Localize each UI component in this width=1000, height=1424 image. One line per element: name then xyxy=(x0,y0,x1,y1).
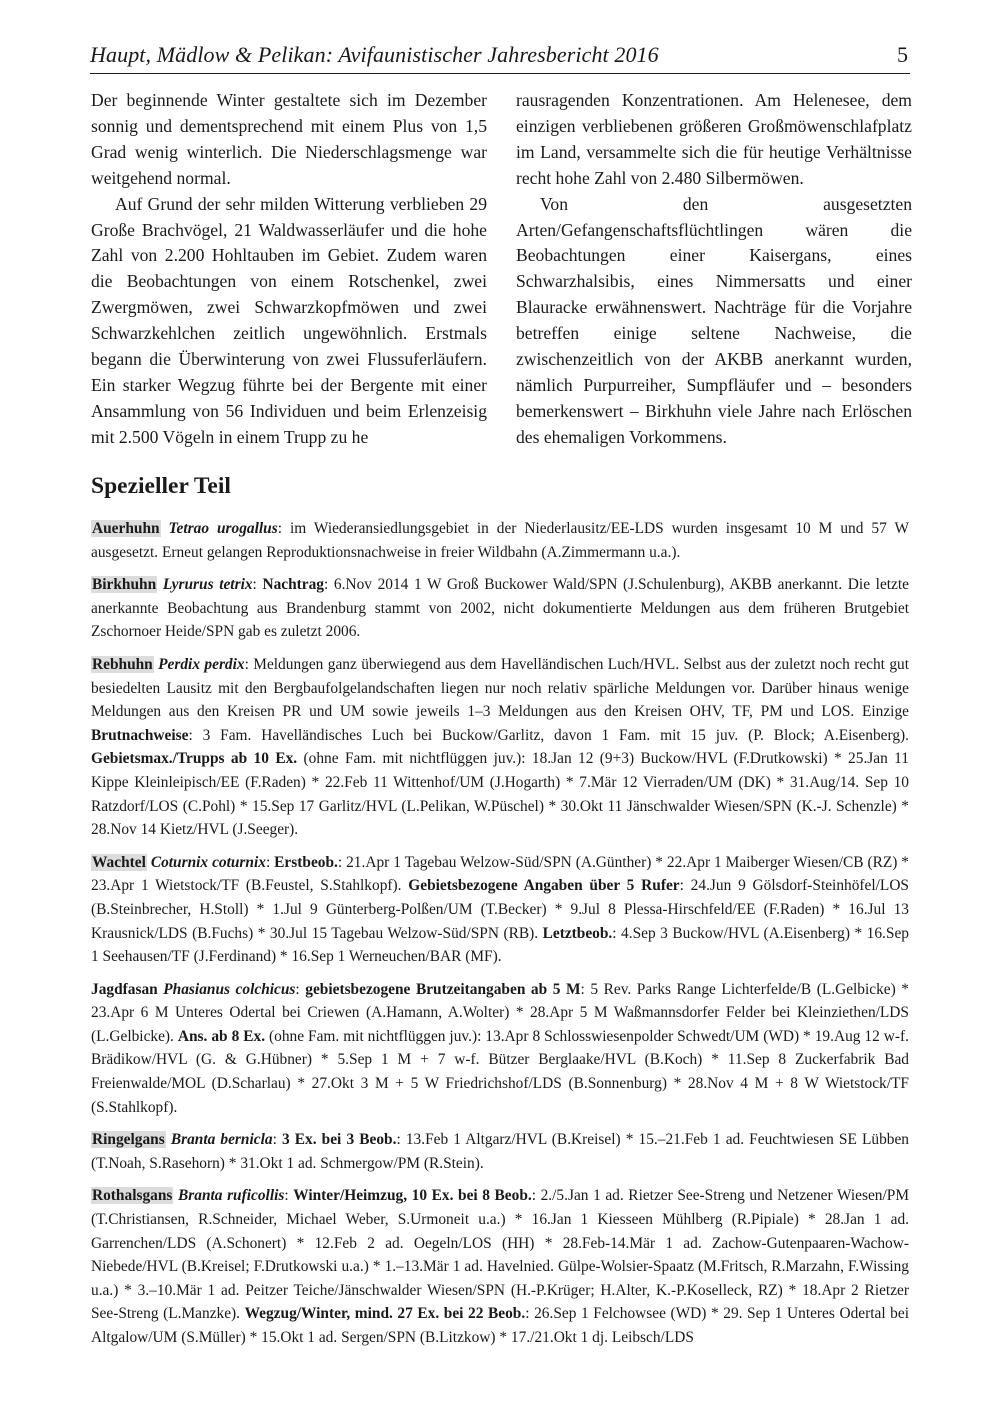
species-entry-auerhuhn xyxy=(91,517,909,564)
species-entry-jagdfasan xyxy=(91,978,909,1120)
subheading: Jagdfasan xyxy=(91,980,158,998)
species-entry-ringelgans xyxy=(91,1128,909,1175)
species-name: Rothalsgans xyxy=(92,1187,173,1205)
species-name: Auerhuhn xyxy=(92,520,160,537)
scientific-name: Branta ruficollis xyxy=(178,1187,285,1205)
subheading: 3 Ex. bei 3 Beob. xyxy=(281,1131,397,1149)
species-entry-rothalsgans xyxy=(91,1184,909,1349)
paragraph-continued: rausragenden Konzentrationen. Am Helenesee, dem einzigen verbliebenen größeren Großmöwenschlafplatz im Land, versammelte sich die für heutige Verhältnisse recht hohe Zahl von 2.480 Silbermöwen. xyxy=(516,90,912,188)
entry-text: : 6.Nov 2014 1 W Groß Buckower Wald/SPN (J.Schulenburg), AKBB anerkannt. Die letzte anerkannte Beobachtung aus Brandenburg stammt von 2002, nicht dokumentierte Meldungen aus dem früheren Brutgebiet Zschornoer Heide/SPN gab es zuletzt 2006. xyxy=(91,576,909,641)
intro-left-column xyxy=(91,88,487,451)
running-header xyxy=(90,40,910,74)
species-name: Ringelgans xyxy=(92,1131,165,1149)
page-number: 5 xyxy=(897,42,908,67)
subheading: Brutnachweise xyxy=(91,726,189,744)
subheading: Erstbeob. xyxy=(274,853,338,871)
entry-text: (ohne Fam. mit nichtflüggen juv.): 18.Jan 12 (9+3) Buckow/HVL (F.Drutkowski) * 25.Jan 11 Kippe Kleinleipisch/EE (F.Raden) * 22.Feb 11 Wittenhof/UM (J.Hogarth) * 7.Mär 12 Vierraden/UM (DK) * 31.Aug/14. Sep 10 Ratzdorf/LOS (C.Pohl) * 15.Sep 17 Garlitz/HVL (L.Pelikan, W.Püschel) * 30.Okt 11 Jänschwalder Wiesen/SPN (K.-J. Schenzle) * 28.Nov 14 Kietz/HVL (J.Seeger). xyxy=(91,750,909,839)
species-name: Rebhuhn xyxy=(92,655,153,673)
subheading: Letztbeob. xyxy=(542,924,613,942)
entry-text: : xyxy=(252,576,263,594)
scientific-name: Perdix perdix xyxy=(158,655,245,673)
entry-text: : 4.Sep 3 Buckow/HVL (A.Eisenberg) * 16.Sep 1 Seehausen/TF (J.Ferdinand) * 16.Sep 1 Werneuchen/BAR (MF). xyxy=(91,924,909,966)
subheading: Ans. ab 8 Ex. xyxy=(177,1027,266,1045)
entry-text xyxy=(161,520,169,537)
entry-text: : 21.Apr 1 Tagebau Welzow-Süd/SPN (A.Günther) * 22.Apr 1 Maiberger Wiesen/CB (RZ) * 23.Apr 1 Wietstock/TF (B.Feustel, S.Stahlkopf). xyxy=(91,853,909,895)
subheading: Wegzug/Winter, mind. 27 Ex. bei 22 Beob. xyxy=(244,1305,526,1323)
entry-text: : 26.Sep 1 Felchowsee (WD) * 29. Sep 1 Unteres Odertal bei Altgalow/UM (S.Müller) * 15.Okt 1 ad. Sergen/SPN (B.Litzkow) * 17./21.Okt 1 dj. Leibsch/LDS xyxy=(91,1305,909,1346)
species-entry-wachtel xyxy=(91,851,909,969)
species-name: Birkhuhn xyxy=(92,576,157,594)
species-name: Wachtel xyxy=(92,853,146,871)
entry-text: : xyxy=(284,1187,294,1205)
subheading: Gebietsmax./Trupps ab 10 Ex. xyxy=(91,750,298,768)
entry-text: (ohne Fam. mit nichtflüggen juv.): 13.Apr 8 Schlosswiesenpolder Schwedt/UM (WD) * 19.Aug 12 w-f. Brädikow/HVL (G. & G.Hübner) * 5.Sep 1 M + 7 w-f. Bützer Berglaake/HVL (B.Koch) * 11.Sep 8 Zuckerfabrik Bad Freienwalde/MOL (D.Scharlau) * 27.Okt 3 M + 5 W Friedrichshof/LDS (B.Sonnenburg) * 28.Nov 4 M + 8 W Wietstock/TF (S.Stahlkopf). xyxy=(91,1027,909,1116)
intro-right-column xyxy=(516,88,912,451)
entry-text: : 5 Rev. Parks Range Lichterfelde/B (L.Gelbicke) * 23.Apr 6 M Unteres Odertal bei Criewen (A.Hamann, A.Wolter) * 28.Apr 5 M Waßmannsdorfer Felder bei Kleinziethen/LDS (L.Gelbicke). xyxy=(91,980,910,1045)
entry-text: : 2./5.Jan 1 ad. Rietzer See-Streng und Netzener Wiesen/PM (T.Christiansen, R.Schneider, Michael Weber, S.Urmoneit u.a.) * 16.Jan 1 Kiesseen Mühlberg (R.Pipiale) * 28.Jan 1 ad. Garrenchen/LDS (A.Schonert) * 12.Feb 2 ad. Oegeln/LOS (HH) * 28.Feb-14.Mär 1 ad. Zachow-Gutenpaaren-Wachow-Niebede/HVL (B.Kreisel; F.Drutkowski u.a.) * 1.–13.Mär 1 ad. Havelnied. Gülpe-Wolsier-Spaatz (M.Fritsch, R.Marzahn, F.Wissing u.a.) * 3.–10.Mär 1 ad. Peitzer Teiche/Jänschwalder Wiesen/SPN (H.-P.Krüger; H.Alter, K.-P.Koselleck, RZ) * 18.Apr 2 Rietzer See-Streng (L.Manzke). xyxy=(91,1187,909,1323)
scientific-name: Coturnix coturnix xyxy=(150,853,266,871)
paragraph: Von den ausgesetzten Arten/Gefangenschaftsflüchtlingen wären die Beobachtungen einer Kaisergans, eines Schwarzhalsibis, eines Nimmersatts und einer Blauracke erwähnenswert. Nachträge für die Vorjahre betreffen einige seltene Nachweise, die zwischenzeitlich von der AKBB anerkannt wurden, nämlich Purpurreiher, Sumpfläufer und – besonders bemerkenswert – Birkhuhn viele Jahre nach Erlöschen des ehemaligen Vorkommens. xyxy=(516,193,912,447)
scientific-name: Lyrurus tetrix xyxy=(162,576,253,594)
species-entry-birkhuhn xyxy=(91,573,909,644)
scientific-name: Phasianus colchicus xyxy=(163,980,296,998)
entry-text: : 13.Feb 1 Altgarz/HVL (B.Kreisel) * 15.–21.Feb 1 ad. Feuchtwiesen SE Lübben (T.Noah, S.Rasehorn) * 31.Okt 1 ad. Schmergow/PM (R.Stein). xyxy=(91,1131,909,1172)
subheading: Nachtrag xyxy=(262,576,325,594)
section-title: Spezieller Teil xyxy=(91,473,231,499)
subheading: gebietsbezogene Brutzeitangaben ab 5 M xyxy=(305,980,581,998)
entry-text: : xyxy=(272,1131,282,1149)
entry-text: : 3 Fam. Havelländisches Luch bei Buckow/Garlitz, davon 1 Fam. mit 15 juv. (P. Block; A.Eisenberg). xyxy=(188,726,909,744)
entry-text: : im Wiederansiedlungsgebiet in der Niederlausitz/EE-LDS wurden insgesamt 10 M und 57 W ausgesetzt. Erneut gelangen Reproduktionsnachweise in freier Wildbahn (A.Zimmermann u.a.). xyxy=(91,520,909,561)
paragraph: Der beginnende Winter gestaltete sich im Dezember sonnig und dementsprechend mit einem Plus von 1,5 Grad wenig winterlich. Die Niederschlagsmenge war weitgehend normal. xyxy=(91,90,487,188)
species-entry-rebhuhn xyxy=(91,653,909,842)
species-entries xyxy=(91,517,909,1359)
paragraph: Auf Grund der sehr milden Witterung verblieben 29 Große Brachvögel, 21 Waldwasserläufer und die hohe Zahl von 2.200 Hohltauben im Gebiet. Zudem waren die Beobachtungen von einem Rotschenkel, zwei Zwergmöwen, zwei Schwarzkopfmöwen und zwei Schwarzkehlchen zeitlich ungewöhnlich. Erstmals begann die Überwinterung von zwei Flussuferläufern. Ein starker Wegzug führte bei der Bergente mit einer Ansammlung von 56 Individuen und beim Erlenzeisig mit 2.500 Vögeln in einem Trupp zu he xyxy=(91,193,487,447)
entry-text: : xyxy=(295,980,306,998)
scientific-name: Branta bernicla xyxy=(170,1131,273,1149)
entry-text: : Meldungen ganz überwiegend aus dem Havelländischen Luch/HVL. Selbst aus der zuletzt noch recht gut besiedelten Lausitz mit den Bergbaufolgelandschaften liegen nur noch relativ spärliche Meldungen vor. Darüber hinaus wenige Meldungen aus den Kreisen PR und UM sowie jeweils 1–3 Meldungen aus den Kreisen OHV, TF, PM und LOS. Einzige xyxy=(91,655,910,721)
subheading: Gebietsbezogene Angaben über 5 Rufer xyxy=(408,877,680,895)
entry-text: : 24.Jun 9 Gölsdorf-Steinhöfel/LOS (B.Steinbrecher, H.Stoll) * 1.Jul 9 Günterberg-Polßen/UM (T.Becker) * 9.Jul 8 Plessa-Hirschfeld/EE (F.Raden) * 16.Jul 13 Krausnick/LDS (B.Fuchs) * 30.Jul 15 Tagebau Welzow-Süd/SPN (RB). xyxy=(91,877,909,942)
subheading: Winter/Heimzug, 10 Ex. bei 8 Beob. xyxy=(293,1187,532,1205)
running-title: Haupt, Mädlow & Pelikan: Avifaunistischer Jahresbericht 2016 xyxy=(90,42,659,67)
entry-text: : xyxy=(265,853,275,871)
scientific-name: Tetrao urogallus xyxy=(168,520,278,537)
